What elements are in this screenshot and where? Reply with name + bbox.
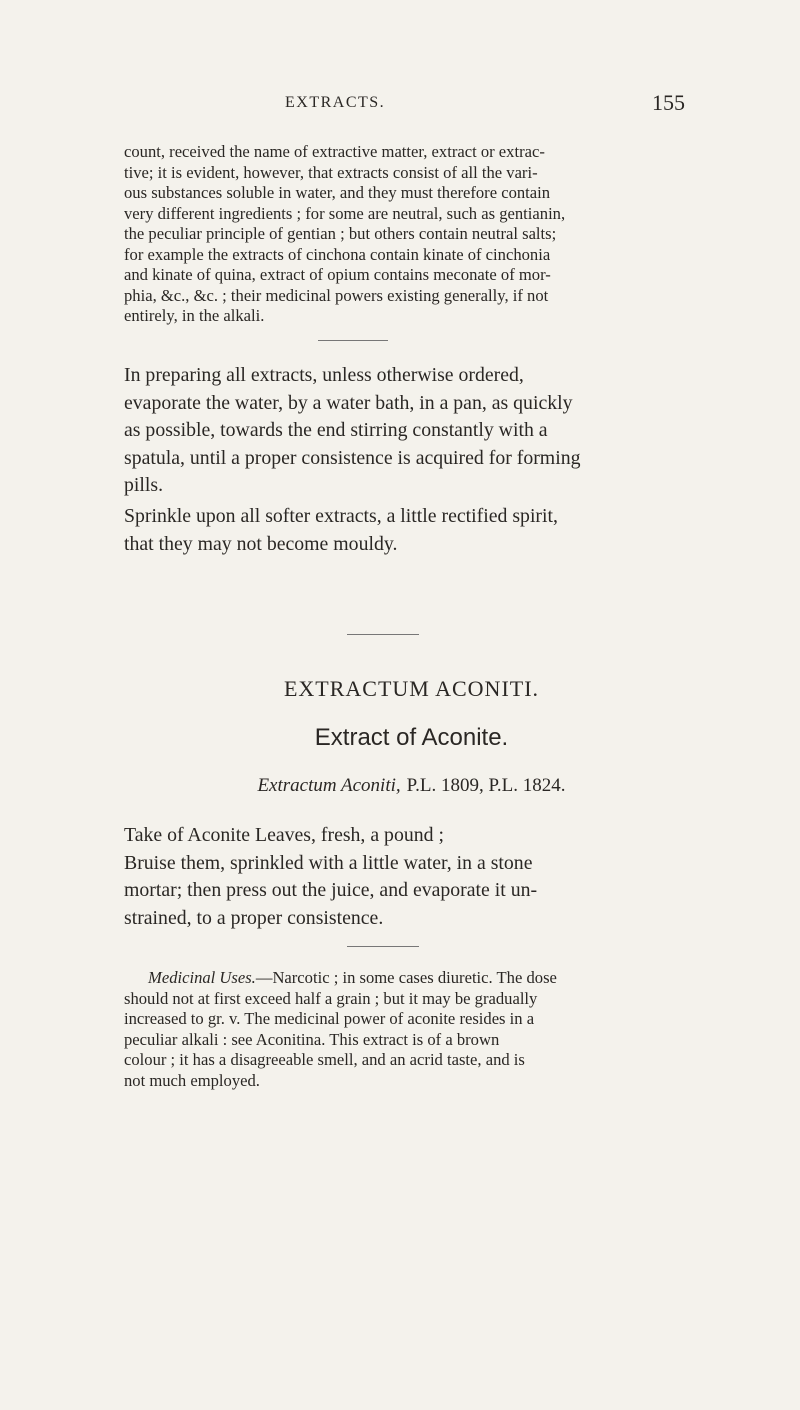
text-line: ous substances soluble in water, and they must therefore contain (124, 183, 551, 202)
text-line: that they may not become mouldy. (124, 532, 398, 555)
uses-first-line: —Narcotic ; in some cases diuretic. The dose (255, 968, 557, 987)
page-number: 155 (652, 90, 685, 115)
section-english-title: Extract of Aconite. (314, 724, 509, 751)
text-line: mortar; then press out the juice, and evaporate it un- (124, 879, 538, 901)
text-line: In preparing all extracts, unless otherwise ordered, (124, 364, 524, 386)
text-line: and kinate of quina, extract of opium contains meconate of mor- (124, 265, 551, 284)
paragraph-sprinkle-spirit (124, 503, 699, 558)
reference-latin-name: Extractum Aconiti, (257, 775, 401, 796)
running-title: EXTRACTS. (285, 94, 386, 111)
text-line: strained, to a proper consistence. (124, 906, 384, 929)
text-line: as possible, towards the end stirring constantly with a (124, 419, 548, 441)
text-line: entirely, in the alkali. (124, 306, 265, 325)
text-line (124, 968, 699, 989)
text-line: increased to gr. v. The medicinal power of aconite resides in a (124, 1009, 535, 1028)
text-line: for example the extracts of cinchona contain kinate of cinchonia (124, 244, 551, 264)
text-line: colour ; it has a disagreeable smell, and an acrid taste, and is (124, 1050, 525, 1069)
text-line: spatula, until a proper consistence is acquired for forming (124, 446, 581, 469)
text-line: peculiar alkali : see Aconitina. This extract is of a brown (124, 1029, 500, 1049)
paragraph-preparing-extracts (124, 362, 699, 500)
text-line: Sprinkle upon all softer extracts, a little rectified spirit, (124, 505, 558, 527)
text-line: the peculiar principle of gentian ; but others contain neutral salts; (124, 224, 557, 243)
recipe-paragraph (124, 822, 699, 932)
text-line: Take of Aconite Leaves, fresh, a pound ; (124, 824, 444, 846)
reference-pharmacopoeia: P.L. 1809, P.L. 1824. (406, 775, 566, 796)
divider-rule (347, 634, 419, 635)
divider-rule (318, 340, 388, 341)
text-line: not much employed. (124, 1070, 260, 1090)
uses-label: Medicinal Uses. (148, 968, 256, 987)
text-line: Bruise them, sprinkled with a little water, in a stone (124, 851, 533, 874)
text-line: evaporate the water, by a water bath, in a pan, as quickly (124, 391, 573, 414)
medicinal-uses-paragraph (124, 968, 699, 1091)
section-reference (124, 775, 699, 797)
text-line: phia, &c., &c. ; their medicinal powers existing generally, if not (124, 285, 549, 305)
text-line: should not at first exceed half a grain ; but it may be gradually (124, 988, 538, 1008)
divider-rule (347, 946, 419, 947)
text-line: count, received the name of extractive matter, extract or extrac- (124, 142, 545, 161)
text-line: pills. (124, 474, 164, 496)
page-header (125, 90, 685, 118)
paragraph-extractive-matter (124, 142, 699, 327)
text-line: tive; it is evident, however, that extracts consist of all the vari- (124, 162, 538, 182)
section-latin-title: EXTRACTUM ACONITI. (283, 676, 540, 701)
text-line: very different ingredients ; for some are neutral, such as gentianin, (124, 203, 566, 223)
